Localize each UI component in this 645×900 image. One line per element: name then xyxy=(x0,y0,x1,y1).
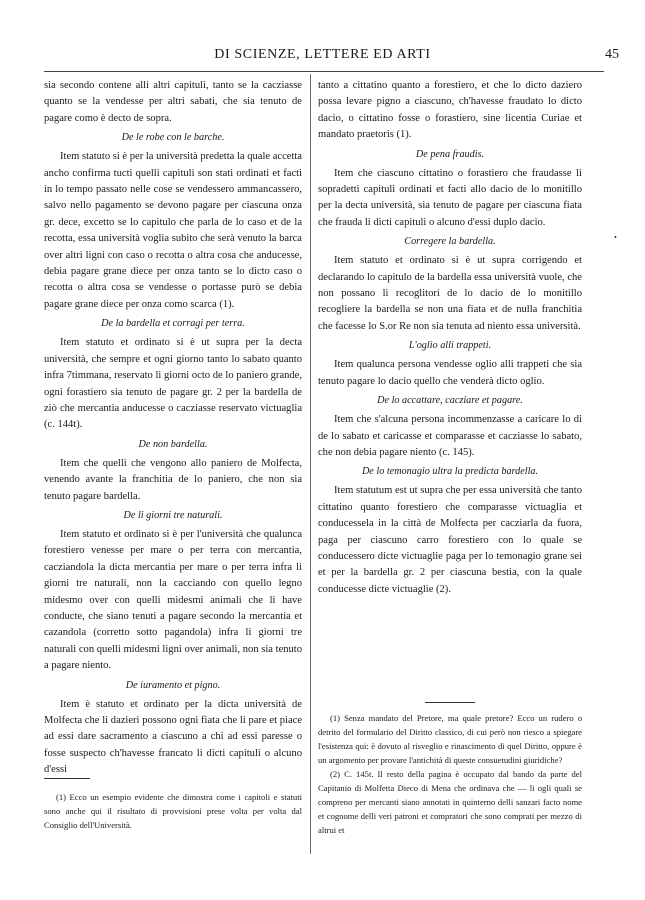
section-text: Item che s'alcuna persona incommenzasse a caricare lo di de lo sabato et caricasse et comparasse et cacziasse lo sabato, che non debia pagare niento (c. 145). xyxy=(318,414,582,458)
section-text: Item statutum est ut supra che per essa università che tanto cittatino quanto forestiero che comparasse victuaglia et conducessela in la città de Molfecta per cacziarla da fuora, paga per ciascuno carro forestiero con lo quale se conducessero dicte victuaglie paga per lo temonagio grane sei et per la bardella gr. 2 per ciascuna bestia, con la quale conducesse dicte victuaglie (2). xyxy=(318,485,582,595)
right-footnotes xyxy=(318,688,582,837)
section-text: Item è statuto et ordinato per la dicta università de Molfecta che li dazieri possono ogni fiata che li pare et piace ad essi dare sacramento a ciascuno a chi ad essi paresse o fosse suspecto ch'havesse francato li dicti capituli o alcuno d'essi xyxy=(44,698,302,776)
section-text: Item che ciascuno cittatino o forastiero che fraudasse li sopradetti capituli ordinati et facti allo dacio de lo monitillo per la decta università, sia tenuto de pagare per ciascuna fiata che frauda li dicti capituli o alcuno d'essi duplo dacio. xyxy=(318,167,582,228)
section-heading: De non bardella. xyxy=(138,438,208,450)
footnote-rule xyxy=(44,778,90,779)
footnote: (1) Ecco un esempio evidente che dimostra come i capitoli e statuti sono anche qui il risultato di provvisioni prese volta per volta dal Consiglio dell'Università. xyxy=(44,792,302,830)
section-heading: De la bardella et corragi per terra. xyxy=(101,318,245,330)
section-heading: De lo accattare, cacziare et pagare. xyxy=(377,395,523,407)
section-text: Item qualunca persona vendesse oglio alli trappeti che sia tenuto pagare lo dacio quello che venderà dicto oglio. xyxy=(318,359,582,387)
section-heading: De le robe con le barche. xyxy=(121,132,225,144)
footnote-rule xyxy=(425,702,475,703)
section-text: Item che quelli che vengono allo paniero de Molfecta, venendo avante la franchitia de lo paniero, che non sia tenuto pagare bardella. xyxy=(44,457,302,502)
right-column xyxy=(318,78,582,598)
section-heading: De pena fraudis. xyxy=(415,148,485,160)
running-title: DI SCIENZE, LETTERE ED ARTI xyxy=(214,47,431,62)
section-text: Item statuto et ordinato si è ut supra corrigendo et declarando lo capitulo de la bardella essa università vuole, che non possano li recoglitori de lo dacio de lo monitillo recogliere la bardella se non una fiata et de nulla franchitia che facesse lo S.or Re non sia tenuta ad niento essa università. xyxy=(318,255,582,332)
section-text: Item statuto et ordinato si è ut supra per la decta università, che sempre et ogni giorno tanto lo sabato quanto infra 7timmana, reservato li giorni octo de lo paniero grande, ogni forastiero sia tenuto de pagare gr. 2 per la bardella de ziò che mercantia anducesse o cacziasse reservato victuaglia (c. 144t). xyxy=(44,337,302,431)
header-rule xyxy=(44,71,604,72)
section-text: Item statuto si è per la università predetta la quale accetta ancho confirma tucti quelli capituli son stati ordinati et facti in lo tempo passato nelle cose se vendessero ammancassero, salvo nello pagamento se devono pagare per ciascuna onza gr. dece, excetto se lo capitulo che parla de lo caso et de la recotta, essa università voglia subito che serà venuto la barca over altri ligni con caso o recotta o altra cosa che anducesse, debia pagare grane diece per onza tanto se lo dicto caso o recotta o altra cosa se vendesse o portasse purò se debia pagare grane diece per onza como scarca (1). xyxy=(44,151,302,310)
left-opening-paragraph: sia secondo contene alli altri capituli, tanto se la cacziasse quanto se la vendesse per altri sabati, che sia tenuto de pagare como è decto de sopra. xyxy=(44,80,302,124)
section-heading: Corregere la bardella. xyxy=(404,236,496,248)
page-number: 45 xyxy=(605,47,619,62)
right-opening-paragraph: tanto a cittatino quanto a forestiero, et che lo dicto daziero possa levare pigno a ciascuno, ch'havesse fraudato lo dicto dacio, o cittatino fosse o forastiero, sine licentia Curiae et mandato praetoris (1). xyxy=(318,80,582,141)
section-text: Item statuto et ordinato si è per l'università che qualunca forestiero venesse per mare o per terra con mercantia, cacziandola la dicta mercantia per mare o per terra infra li giorni tre naturali, non la cacciando con quello legno midesmo over con quelli midesmi animali che li have conducte, che siano tenuti a pagare secondo la mercantia et cazandola (corretto sotto pagandola) infra li giorni tre naturali con quelli midesmi ligni over animali, non sia tenuto a pagare niento. xyxy=(44,528,302,672)
footnote: (2) C. 145t. Il resto della pagina è occupato dal bando da parte del Capitanio di Molfetta Dieco di Mena che ordinava che — li ogli quali se compreno per mercanti siano annotati in quinterno delli sanzari facto nome et cognome delli veri patroni et compratori che sono comprati per mezzo di altrui et xyxy=(318,769,582,835)
section-heading: De iuramento et pigno. xyxy=(125,679,221,691)
section-heading: De li giorni tre naturali. xyxy=(123,509,223,521)
footnote: (1) Senza mandato del Pretore, ma quale pretore? Ecco un rudero o detrito del formulario del Diritto classico, di cui però non riesco a spiegare l'esistenza qui: è dovuto al risveglio e rinascimento di quel Diritto, oppure è un argomento per provare l'antichità di queste consuetudini giuridiche? xyxy=(318,713,582,765)
left-column xyxy=(44,78,302,779)
margin-dot: • xyxy=(614,233,617,242)
column-divider xyxy=(310,74,311,854)
section-heading: De lo temonagio ultra la predicta bardella. xyxy=(361,466,539,478)
section-heading: L'oglio alli trappeti. xyxy=(408,340,492,352)
